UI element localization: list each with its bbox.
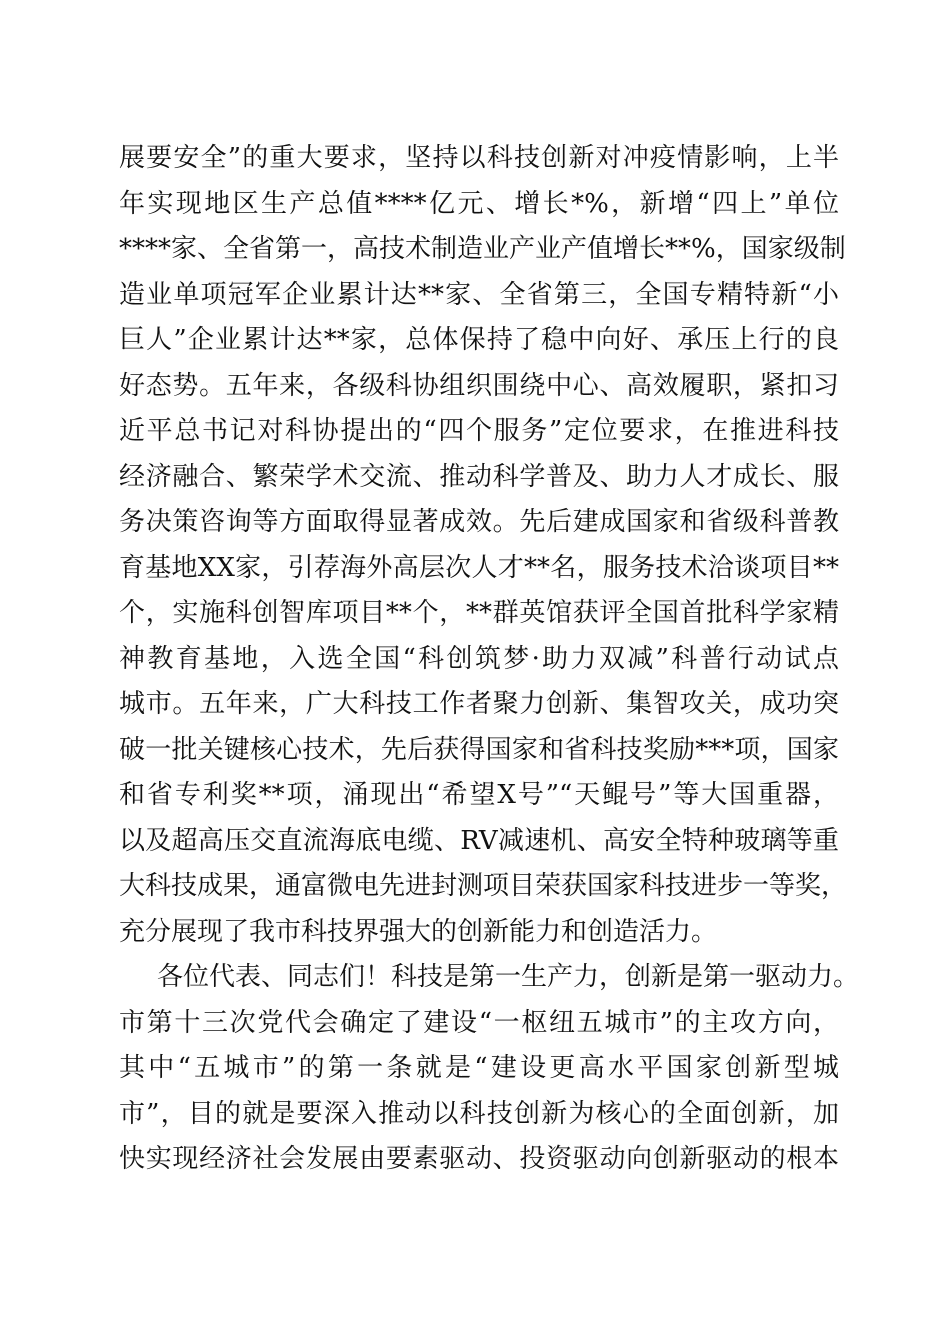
text-line: 近平总书记对科协提出的“四个服务”定位要求，在推进科技 bbox=[119, 416, 839, 446]
text-line: 和省专利奖**项，涌现出“希望X号”“天鲲号”等大国重器， bbox=[119, 780, 839, 810]
text-line: 展要安全”的重大要求，坚持以科技创新对冲疫情影响，上半 bbox=[119, 143, 839, 173]
text-line: 年实现地区生产总值****亿元、增长*%，新增“四上”单位 bbox=[119, 188, 839, 219]
text-line: 以及超高压交直流海底电缆、RV减速机、高安全特种玻璃等重 bbox=[119, 825, 839, 856]
text-line: 其中“五城市”的第一条就是“建设更高水平国家创新型城 bbox=[119, 1053, 839, 1083]
text-line: 城市。五年来，广大科技工作者聚力创新、集智攻关，成功突 bbox=[119, 689, 839, 719]
text-line: 充分展现了我市科技界强大的创新能力和创造活力。 bbox=[119, 916, 718, 947]
text-line: 快实现经济社会发展由要素驱动、投资驱动向创新驱动的根本 bbox=[119, 1144, 839, 1174]
document-body bbox=[119, 136, 860, 1183]
text-line: 造业单项冠军企业累计达**家、全省第三，全国专精特新“小 bbox=[119, 279, 839, 310]
text-line: 育基地XX家，引荐海外高层次人才**名，服务技术洽谈项目** bbox=[119, 552, 839, 583]
paragraph-1 bbox=[119, 136, 848, 955]
text-line: 务决策咨询等方面取得显著成效。先后建成国家和省级科普教 bbox=[119, 507, 839, 537]
text-line: 经济融合、繁荣学术交流、推动科学普及、助力人才成长、服 bbox=[119, 461, 839, 492]
text-line: 各位代表、同志们！科技是第一生产力，创新是第一驱动力。 bbox=[157, 962, 860, 992]
paragraph-2 bbox=[119, 955, 860, 1183]
text-line: 巨人”企业累计达**家，总体保持了稳中向好、承压上行的良 bbox=[119, 325, 839, 355]
text-line: 市”，目的就是要深入推动以科技创新为核心的全面创新，加 bbox=[119, 1098, 839, 1129]
text-line: 市第十三次党代会确定了建设“一枢纽五城市”的主攻方向， bbox=[119, 1007, 839, 1038]
text-line: 个，实施科创智库项目**个，**群英馆获评全国首批科学家精 bbox=[119, 598, 839, 628]
text-line: 好态势。五年来，各级科协组织围绕中心、高效履职，紧扣习 bbox=[119, 370, 839, 401]
text-line: ****家、全省第一，高技术制造业产业产值增长**%，国家级制 bbox=[119, 234, 846, 264]
text-line: 神教育基地，入选全国“科创筑梦·助力双减”科普行动试点 bbox=[119, 643, 839, 674]
text-line: 大科技成果，通富微电先进封测项目荣获国家科技进步一等奖， bbox=[119, 871, 848, 901]
text-line: 破一批关键核心技术，先后获得国家和省科技奖励***项，国家 bbox=[119, 734, 839, 765]
